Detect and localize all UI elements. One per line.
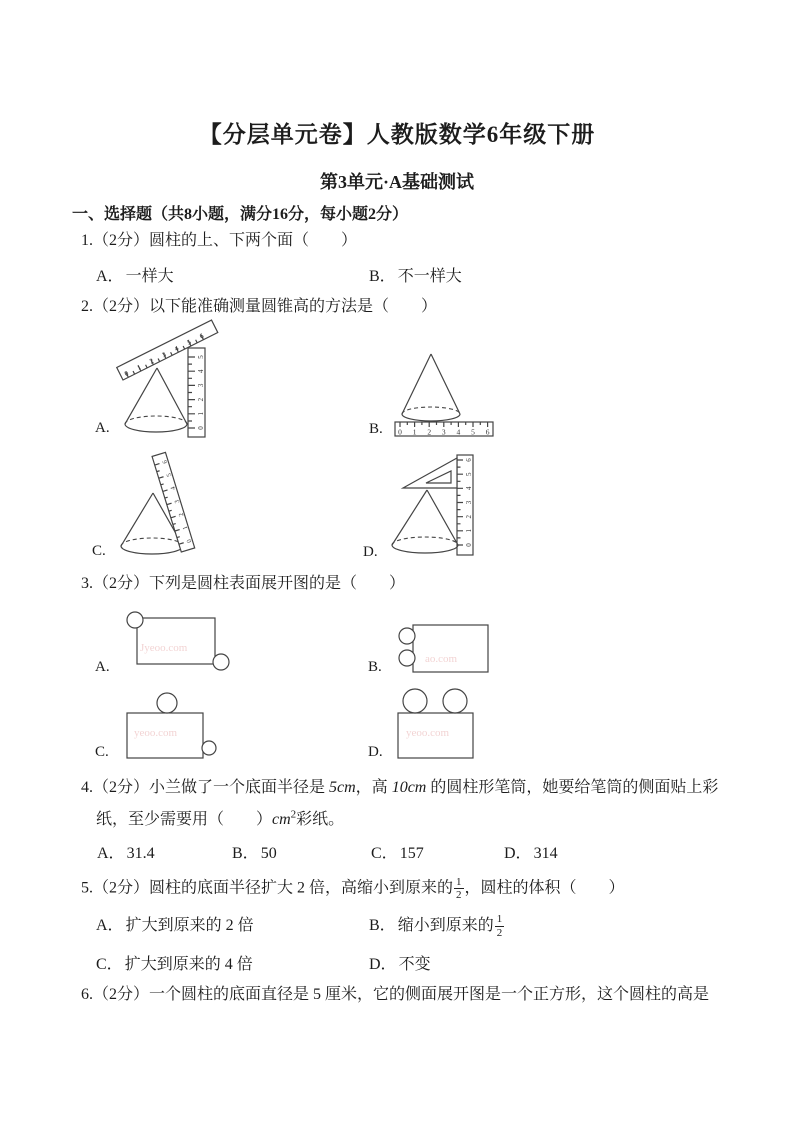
math-italic: cm <box>272 811 291 828</box>
ruler-number: 3 <box>160 350 168 360</box>
ruler-number: 1 <box>197 412 205 416</box>
q2-figure-c-label: C. <box>92 543 106 559</box>
q3-stem: 3.（2分）下列是圆柱表面展开图的是（ ） <box>81 575 406 592</box>
q4-option-d: D． 314 <box>504 845 558 862</box>
ruler-number: 5 <box>165 472 174 478</box>
ruler-number: 2 <box>427 427 432 437</box>
q2-figure-c-ruler-on-slant <box>95 450 205 562</box>
ruler-number: 2 <box>465 514 473 519</box>
ruler-number: 5 <box>185 338 193 347</box>
q2-figure-b-cone-on-ruler <box>393 336 498 438</box>
q2-figure-a-label: A. <box>95 420 110 436</box>
q4-stem-line1: 4.（2分）小兰做了一个底面半径是 5cm，高 10cm 的圆柱形笔筒，她要给笔筒的侧面贴上彩 <box>81 779 719 796</box>
ruler-number: 4 <box>173 344 181 354</box>
q1-option-b: B． 不一样大 <box>369 268 462 285</box>
q1-option-a: A． 一样大 <box>96 268 174 285</box>
ruler-number: 0 <box>465 543 473 547</box>
superscript: 2 <box>290 808 297 821</box>
q2-stem: 2.（2分）以下能准确测量圆锥高的方法是（ ） <box>81 298 438 315</box>
q3-figure-d-net <box>390 688 485 763</box>
ruler-number: 0 <box>185 538 194 544</box>
q2-figure-d-label: D. <box>363 544 378 560</box>
q5-option-b: B． 缩小到原来的 $\frac{1}{2}$ <box>369 913 503 939</box>
page-subtitle: 第3单元·A基础测试 <box>319 172 474 192</box>
ruler-number: 5 <box>465 472 473 476</box>
q3-figure-c-label: C. <box>95 744 109 760</box>
ruler-number: 4 <box>465 486 473 491</box>
ruler-number: 4 <box>169 485 178 491</box>
q3-figure-a-net <box>120 608 232 673</box>
q3-figure-c-net <box>120 688 220 763</box>
q6-stem: 6.（2分）一个圆柱的底面直径是 5 厘米，它的侧面展开图是一个正方形，这个圆柱的高是 <box>81 986 710 1003</box>
ruler-number: 4 <box>197 369 205 373</box>
q1-stem: 1.（2分）圆柱的上、下两个面（ ） <box>81 232 358 249</box>
q5-option-a: A． 扩大到原来的 2 倍 <box>96 917 254 934</box>
ruler-number: 5 <box>197 355 205 359</box>
q5-option-d: D． 不变 <box>369 956 431 973</box>
ruler-number: 0 <box>398 427 402 437</box>
q3-figure-b-net <box>395 622 495 677</box>
ruler-number: 2 <box>177 511 186 518</box>
section-header: 一、选择题（共8小题，满分16分，每小题2分） <box>72 206 409 223</box>
ruler-number: 3 <box>173 498 182 504</box>
fraction-one-half: $\frac{1}{2}$ <box>496 913 503 939</box>
math-italic: 10cm <box>391 779 427 796</box>
ruler-number: 4 <box>456 427 461 437</box>
q2-figure-d-ruler-set-square <box>360 450 485 562</box>
ruler-number: 6 <box>465 458 473 462</box>
ruler-number: 1 <box>412 427 417 437</box>
q2-figure-b-label: B. <box>369 421 383 437</box>
ruler-number: 3 <box>465 500 473 505</box>
ruler-number: 3 <box>197 383 205 388</box>
ruler-number: 6 <box>161 459 170 465</box>
ruler-number: 0 <box>123 369 130 379</box>
q4-option-c: C． 157 <box>371 845 424 862</box>
q3-figure-b-label: B. <box>368 659 382 675</box>
q4-option-b: B． 50 <box>232 845 277 862</box>
ruler-number: 6 <box>198 331 206 341</box>
ruler-number: 2 <box>197 397 205 402</box>
math-italic: 5cm <box>329 779 356 796</box>
q2-figure-a-cone-rulers <box>115 318 230 440</box>
q3-figure-a-label: A. <box>95 659 110 675</box>
ruler-number: 6 <box>485 427 490 437</box>
ruler-number: 1 <box>465 529 473 533</box>
ruler-number: 0 <box>197 426 205 430</box>
ruler-number: 1 <box>135 363 143 372</box>
watermark: Jyeoo.com <box>140 642 188 654</box>
page-title: 【分层单元卷】人教版数学6年级下册 <box>198 122 596 147</box>
q4-option-a: A． 31.4 <box>97 845 155 862</box>
watermark: ao.com <box>425 653 458 665</box>
q5-stem: 5.（2分）圆柱的底面半径扩大 2 倍，高缩小到原来的 $\frac{1}{2}$ ，圆柱的体积（ ） <box>81 876 625 902</box>
watermark: yeoo.com <box>134 727 178 739</box>
q5-option-c: C． 扩大到原来的 4 倍 <box>96 956 253 973</box>
fraction-one-half: $\frac{1}{2}$ <box>456 876 462 902</box>
ruler-number: 2 <box>148 356 155 366</box>
watermark: yeoo.com <box>406 727 450 739</box>
ruler-number: 3 <box>441 427 446 437</box>
ruler-number: 1 <box>181 525 190 531</box>
q4-stem-line2: 纸，至少需要用（ ）$cm^2$彩纸。 <box>96 808 345 828</box>
ruler-number: 5 <box>471 427 475 437</box>
q3-figure-d-label: D. <box>368 744 383 760</box>
